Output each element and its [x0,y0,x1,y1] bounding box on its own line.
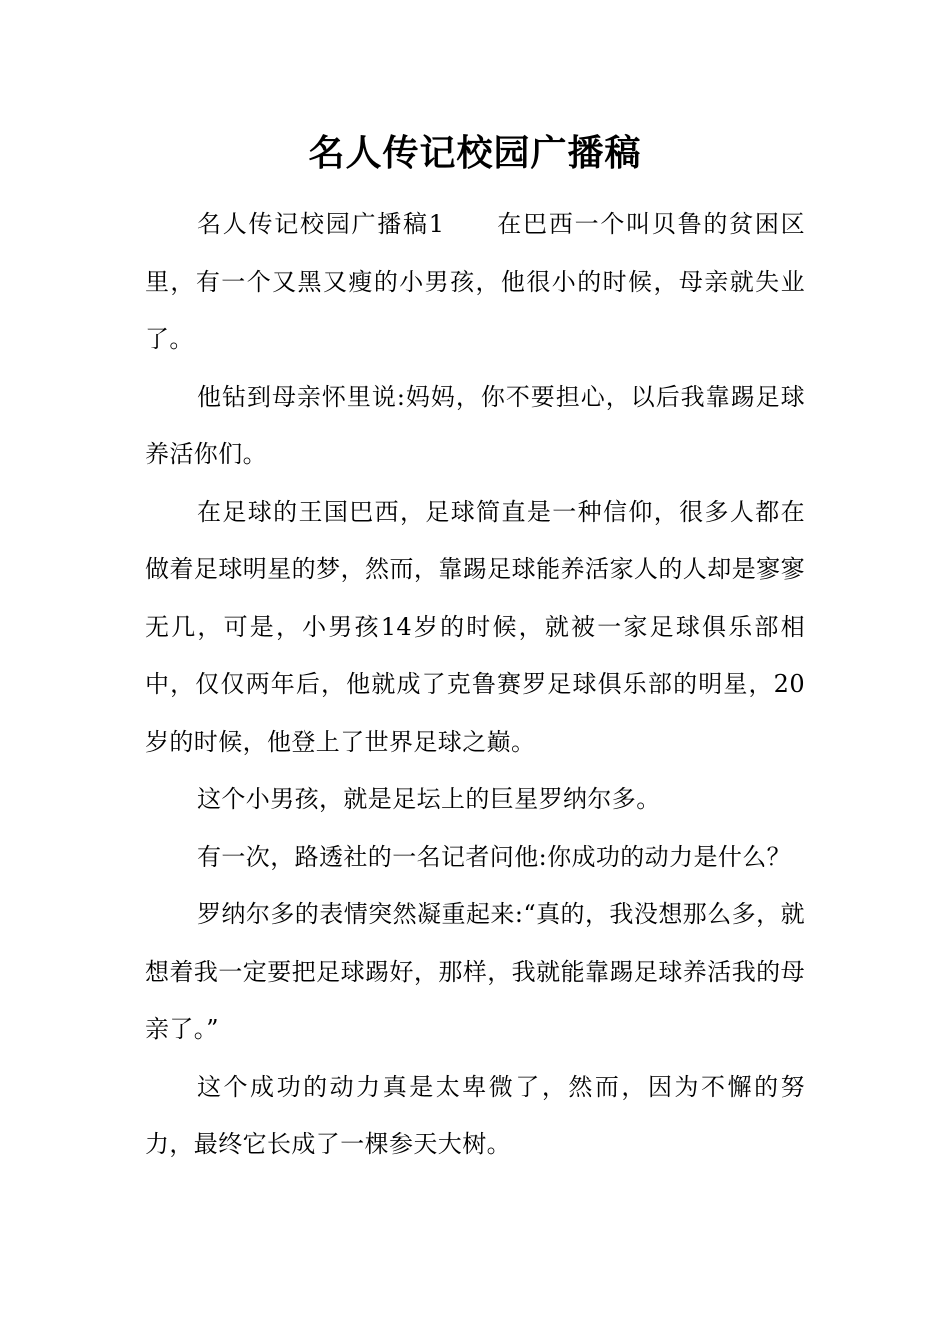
document-body [145,196,805,1174]
paragraph-5: 有一次，路透社的一名记者问他:你成功的动力是什么？ [197,842,792,871]
document-title: 名人传记校园广播稿 [308,132,642,174]
paragraph-2: 他钻到母亲怀里说:妈妈，你不要担心，以后我靠踢足球养活你们。 [145,382,805,468]
paragraph-7: 这个成功的动力真是太卑微了，然而，因为不懈的努力，最终它长成了一棵参天大树。 [145,1072,805,1158]
paragraph-4: 这个小男孩，就是足坛上的巨星罗纳尔多。 [197,785,661,813]
paragraph-6: 罗纳尔多的表情突然凝重起来:“真的，我没想那么多，就想着我一定要把足球踢好，那样，我就能靠踢足球养活我的母亲了。” [145,900,805,1043]
paragraph-3: 在足球的王国巴西，足球简直是一种信仰，很多人都在做着足球明星的梦，然而，靠踢足球能养活家人的人却是寥寥无几，可是，小男孩14岁的时候，就被一家足球俱乐部相中，仅仅两年后，他就成了克鲁赛罗足球俱乐部的明星，20岁的时候，他登上了世界足球之巅。 [145,497,805,756]
paragraph-1: 名人传记校园广播稿1 在巴西一个叫贝鲁的贫困区里，有一个又黑又瘦的小男孩，他很小的时候，母亲就失业了。 [145,210,805,353]
